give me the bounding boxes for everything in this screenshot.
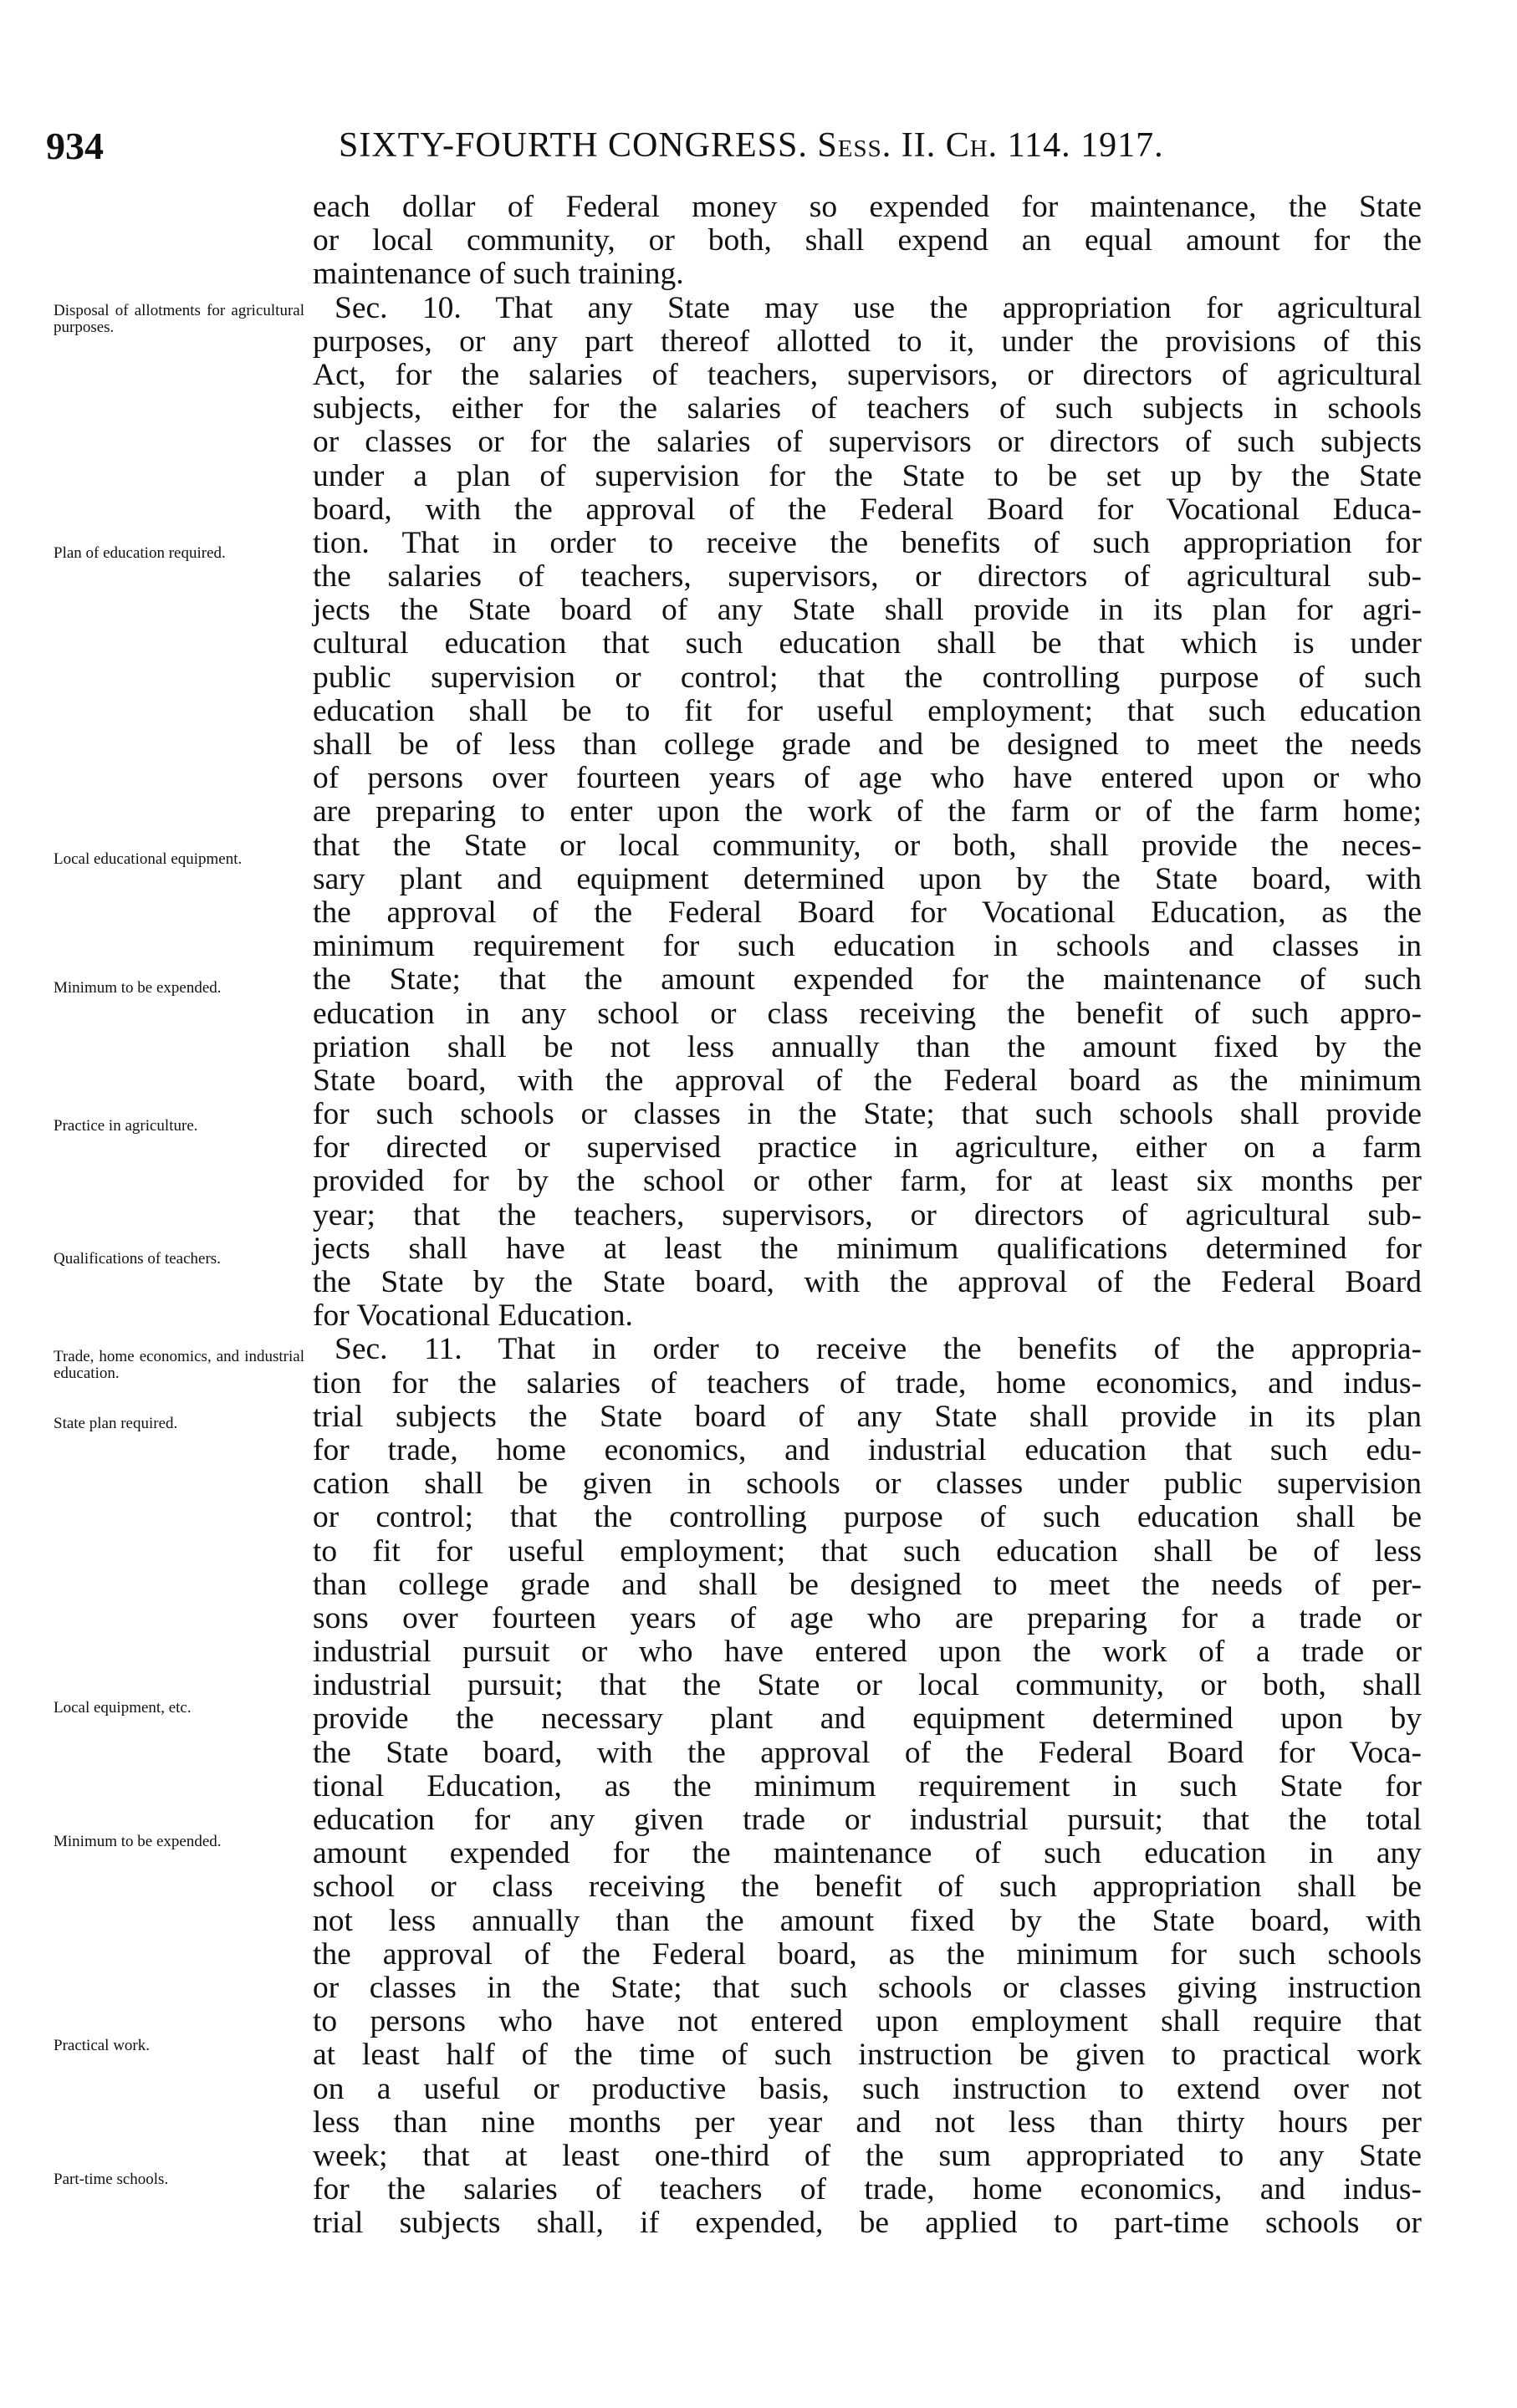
text-line: each dollar of Federal money so expended for maintenance, the State (313, 190, 1422, 224)
text-line: subjects, either for the salaries of teachers of such subjects in schools (313, 391, 1422, 426)
text-line: or classes in the State; that such schools or classes giving instruction (313, 1970, 1422, 2005)
page-number: 934 (46, 125, 104, 167)
text-line: sons over fourteen years of age who are preparing for a trade or (313, 1600, 1422, 1635)
text-line: State board, with the approval of the Federal board as the minimum (313, 1063, 1422, 1098)
text-line: week; that at least one-third of the sum appropriated to any State (313, 2138, 1422, 2173)
margin-note: Plan of education required. (54, 544, 226, 562)
margin-note: Trade, home economics, and industrial education. (54, 1348, 304, 1382)
text-line: under a plan of supervision for the State to be set up by the State (313, 458, 1422, 493)
text-line: maintenance of such training. (313, 257, 684, 292)
text-line: to fit for useful employment; that such education shall be of less (313, 1533, 1422, 1569)
text-line: education shall be to fit for useful employment; that such education (313, 693, 1422, 728)
margin-note: Disposal of allotments for agricultural purposes. (54, 302, 304, 336)
text-line: amount expended for the maintenance of such education in any (313, 1836, 1422, 1871)
text-line: for directed or supervised practice in agriculture, either on a farm (313, 1130, 1422, 1166)
congress-title: SIXTY-FOURTH CONGRESS. (339, 126, 808, 165)
text-line: shall be of less than college grade and be designed to meet the needs (313, 727, 1422, 762)
page-header (46, 124, 1426, 174)
text-line: industrial pursuit; that the State or local community, or both, shall (313, 1668, 1422, 1703)
text-line: that the State or local community, or both, shall provide the neces- (313, 828, 1422, 863)
text-line: school or class receiving the benefit of such appropriation shall be (313, 1870, 1422, 1905)
text-line: or local community, or both, shall expend an equal amount for the (313, 223, 1422, 258)
text-line: industrial pursuit or who have entered upon the work of a trade or (313, 1635, 1422, 1670)
text-line: for such schools or classes in the State; that such schools shall provide (313, 1097, 1422, 1132)
text-line: minimum requirement for such education in schools and classes in (313, 929, 1422, 964)
year-label: 1917. (1080, 126, 1164, 165)
text-line: the salaries of teachers, supervisors, or directors of agricultural sub- (313, 559, 1422, 594)
text-line: the State; that the amount expended for the maintenance of such (313, 962, 1422, 997)
text-line: tional Education, as the minimum requirement in such State for (313, 1768, 1422, 1803)
text-line: Sec. 11. That in order to receive the benefits of the appropria- (335, 1332, 1422, 1367)
text-line: to persons who have not entered upon employment shall require that (313, 2004, 1422, 2039)
text-line: of persons over fourteen years of age who have entered upon or who (313, 761, 1422, 796)
text-line: tion for the salaries of teachers of trade, home economics, and indus- (313, 1365, 1422, 1400)
text-line: or classes or for the salaries of supervisors or directors of such subjects (313, 425, 1422, 460)
margin-note: Practical work. (54, 2037, 151, 2054)
text-line: public supervision or control; that the controlling purpose of such (313, 660, 1422, 695)
text-line: the State by the State board, with the approval of the Federal Board (313, 1265, 1422, 1299)
text-line: at least half of the time of such instruction be given to practical work (313, 2038, 1422, 2073)
text-line: trial subjects shall, if expended, be applied to part-time schools or (313, 2206, 1422, 2241)
text-line: not less annually than the amount fixed by the State board, with (313, 1903, 1422, 1938)
text-line: the approval of the Federal board, as the minimum for such schools (313, 1936, 1422, 1972)
text-line: Act, for the salaries of teachers, supervisors, or directors of agricultural (313, 357, 1422, 392)
session-label: Sess. II. (817, 126, 937, 165)
margin-note: Local educational equipment. (54, 850, 243, 868)
text-line: on a useful or productive basis, such instruction to extend over not (313, 2071, 1422, 2106)
text-line: less than nine months per year and not less than thirty hours per (313, 2104, 1422, 2140)
margin-note: Local equipment, etc. (54, 1699, 192, 1717)
margin-note: Practice in agriculture. (54, 1117, 198, 1135)
text-line: sary plant and equipment determined upon by the State board, with (313, 861, 1422, 896)
text-line: for trade, home economics, and industrial education that such edu- (313, 1432, 1422, 1467)
text-line: education in any school or class receiving the benefit of such appro- (313, 996, 1422, 1031)
text-line: year; that the teachers, supervisors, or directors of agricultural sub- (313, 1197, 1422, 1232)
text-line: jects the State board of any State shall provide in its plan for agri- (313, 593, 1422, 628)
chapter-label: Ch. 114. (945, 126, 1071, 165)
margin-note: Qualifications of teachers. (54, 1250, 221, 1268)
text-line: Sec. 10. That any State may use the appropriation for agricultural (335, 290, 1422, 325)
text-line: provided for by the school or other farm, for at least six months per (313, 1164, 1422, 1199)
text-line: priation shall be not less annually than the amount fixed by the (313, 1029, 1422, 1064)
running-head (339, 125, 1164, 166)
text-line: cultural education that such education shall be that which is under (313, 626, 1422, 661)
text-line: trial subjects the State board of any State shall provide in its plan (313, 1399, 1422, 1434)
text-line: purposes, or any part thereof allotted to it, under the provisions of this (313, 324, 1422, 359)
text-line: cation shall be given in schools or classes under public supervision (313, 1467, 1422, 1502)
text-line: board, with the approval of the Federal Board for Vocational Educa- (313, 492, 1422, 527)
margin-note: State plan required. (54, 1415, 178, 1432)
text-line: are preparing to enter upon the work of the farm or of the farm home; (313, 794, 1422, 829)
text-line: tion. That in order to receive the benefits of such appropriation for (313, 525, 1422, 560)
text-line: the State board, with the approval of the Federal Board for Voca- (313, 1735, 1422, 1770)
text-line: for Vocational Education. (313, 1298, 633, 1334)
statute-text (313, 191, 1422, 2240)
text-line: provide the necessary plant and equipment determined upon by (313, 1701, 1422, 1737)
text-line: or control; that the controlling purpose of such education shall be (313, 1500, 1422, 1535)
margin-note: Minimum to be expended. (54, 1833, 222, 1850)
margin-note: Minimum to be expended. (54, 979, 222, 997)
text-line: for the salaries of teachers of trade, home economics, and indus- (313, 2172, 1422, 2207)
text-line: the approval of the Federal Board for Vocational Education, as the (313, 895, 1422, 930)
text-line: jects shall have at least the minimum qualifications determined for (313, 1231, 1422, 1266)
text-line: education for any given trade or industrial pursuit; that the total (313, 1803, 1422, 1837)
margin-note: Part-time schools. (54, 2171, 169, 2188)
text-line: than college grade and shall be designed to meet the needs of per- (313, 1567, 1422, 1602)
